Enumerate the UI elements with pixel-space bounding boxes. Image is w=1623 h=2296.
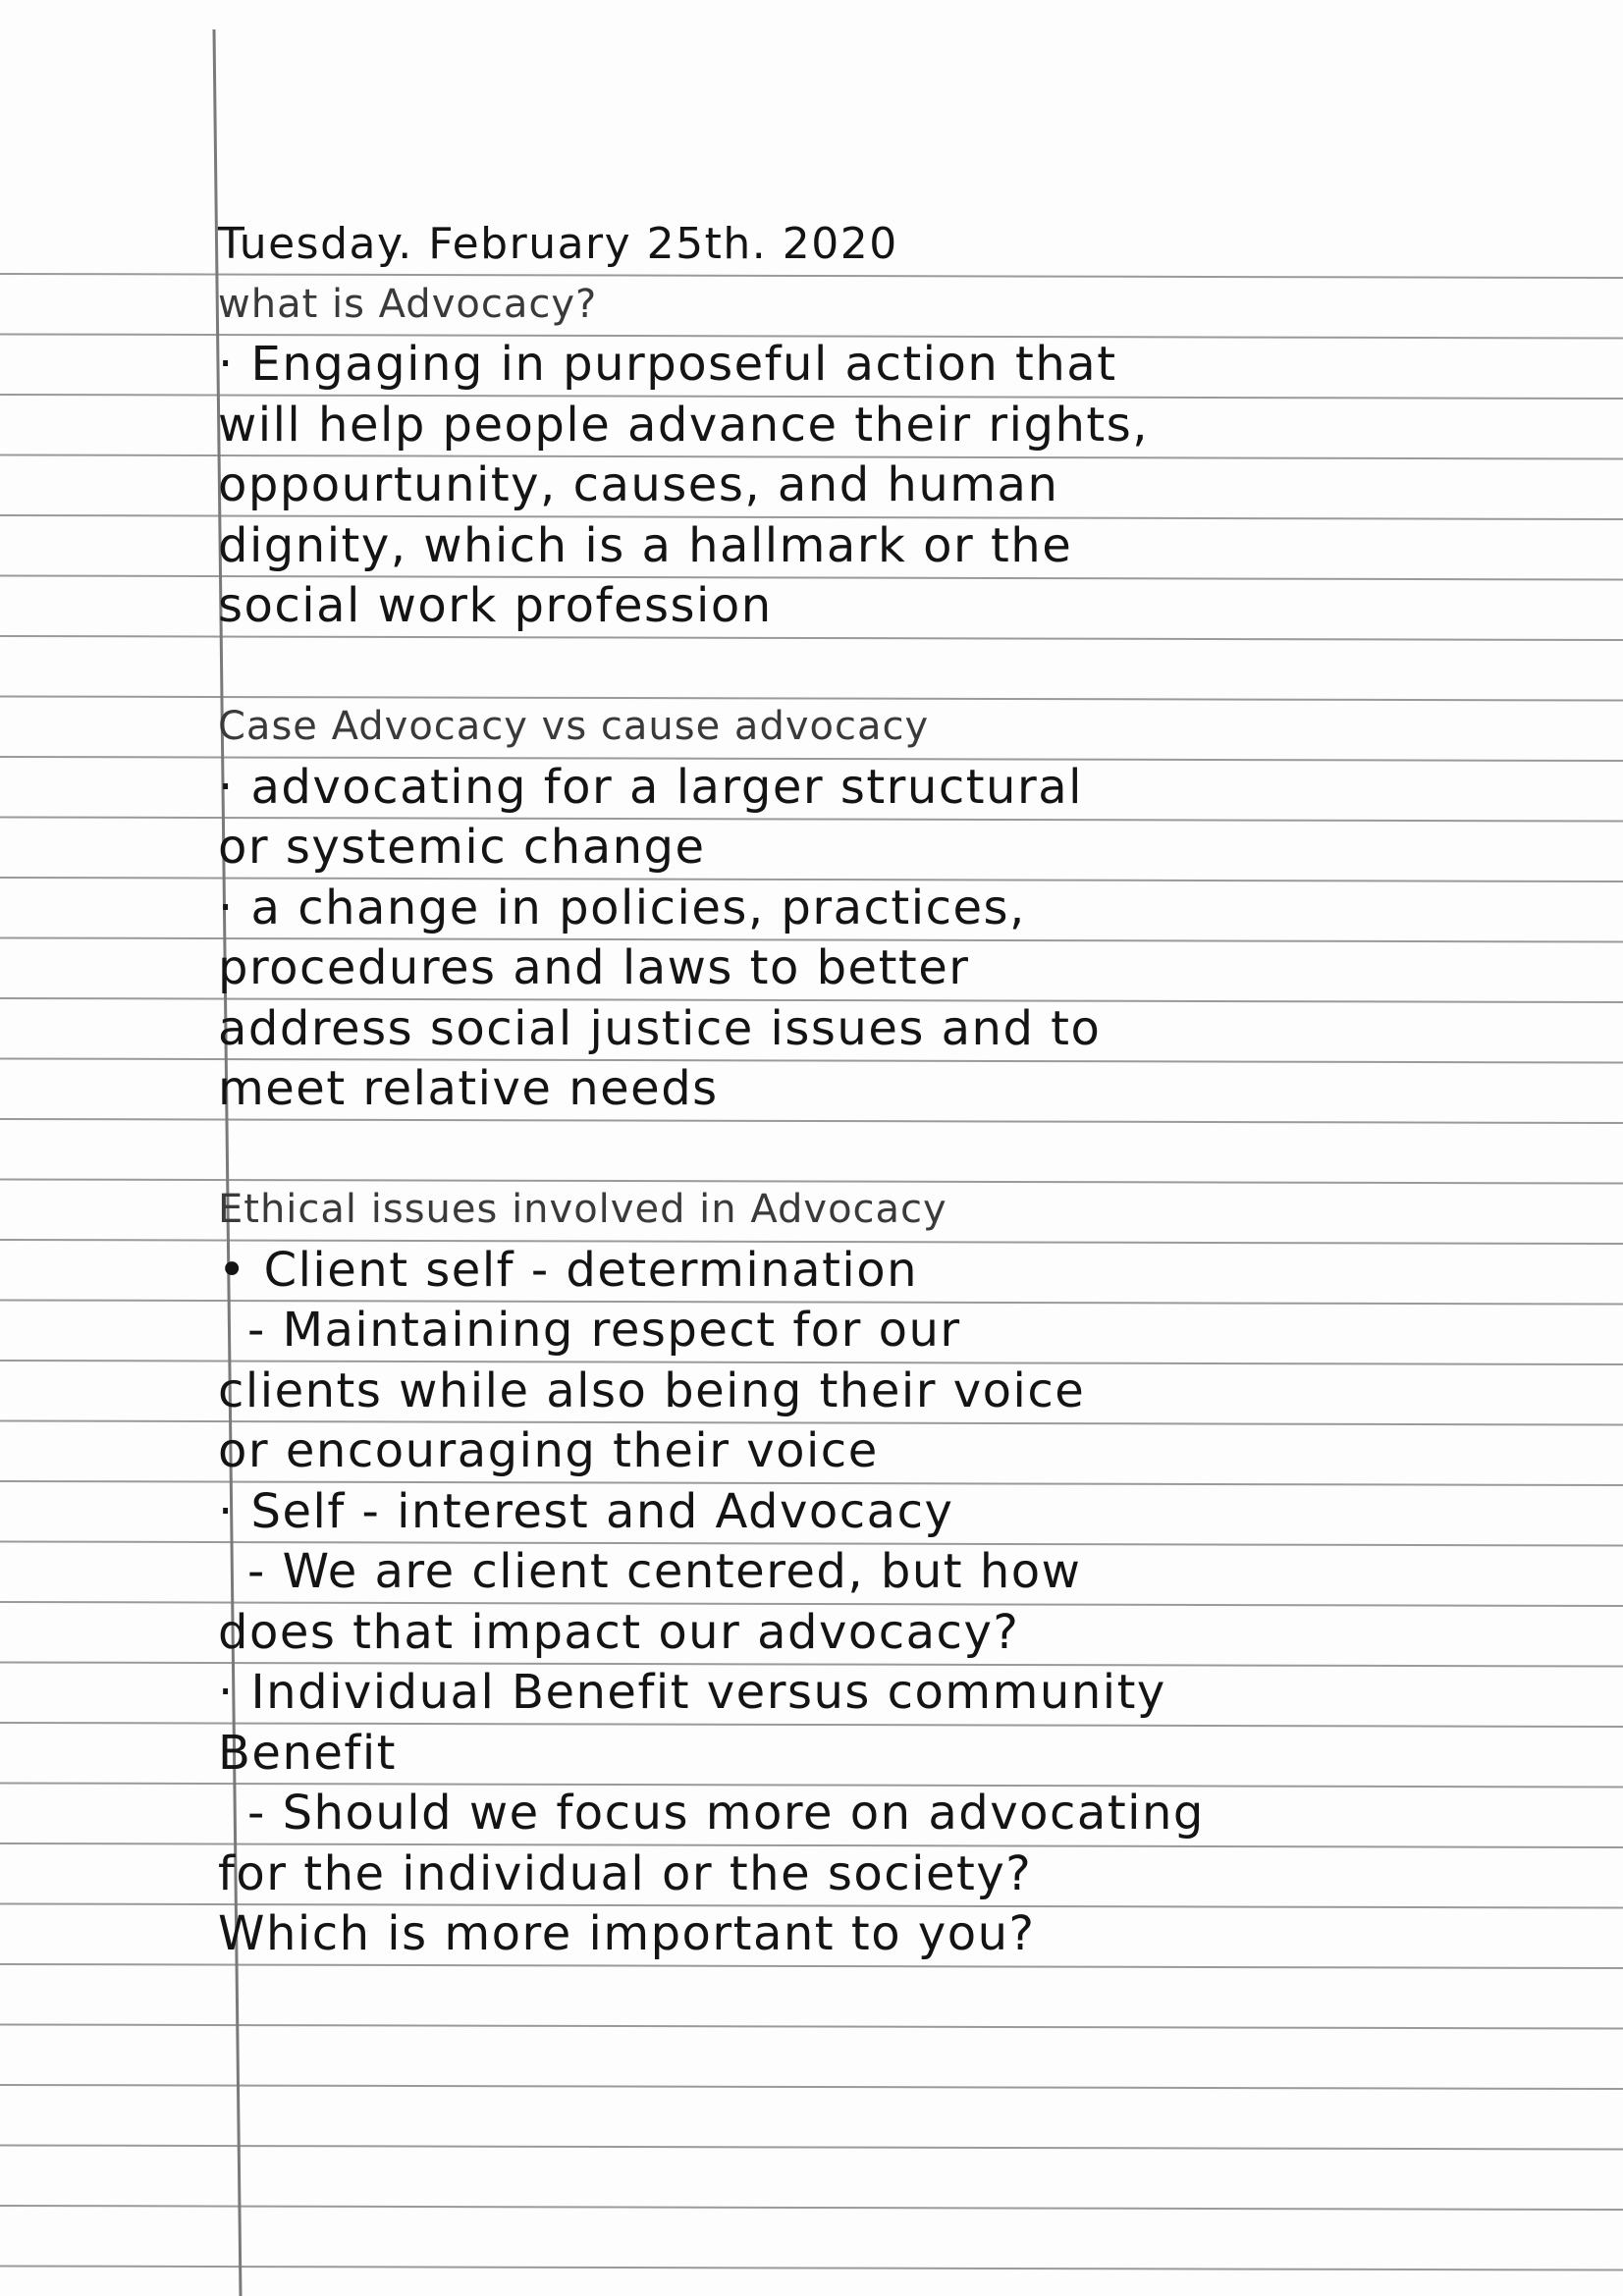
note-line: - We are client centered, but how [247, 1544, 1082, 1599]
section-heading-ethical-issues: Ethical issues involved in Advocacy [218, 1187, 947, 1232]
note-line: will help people advance their rights, [218, 397, 1149, 453]
blank-line [218, 637, 1573, 698]
note-line: Benefit [218, 1725, 397, 1781]
note-line: clients while also being their voice [218, 1362, 1086, 1418]
note-line: social work profession [218, 578, 773, 633]
note-line: meet relative needs [218, 1061, 719, 1116]
note-line: • Client self - determination [218, 1242, 919, 1298]
handwritten-notes [218, 214, 1573, 1965]
section-heading-what-is-advocacy: what is Advocacy? [218, 281, 598, 327]
note-line: or systemic change [218, 820, 706, 875]
note-line: dignity, which is a hallmark or the [218, 517, 1073, 573]
date-heading: Tuesday. February 25th. 2020 [218, 219, 898, 269]
rule-line [0, 2085, 1623, 2089]
note-line: · advocating for a larger structural [218, 759, 1083, 815]
note-line: procedures and laws to better [218, 940, 970, 995]
section-heading-case-vs-cause: Case Advocacy vs cause advocacy [218, 704, 930, 749]
note-line: · Individual Benefit versus community [218, 1665, 1166, 1720]
note-line: Which is more important to you? [218, 1906, 1036, 1961]
blank-line [218, 1120, 1573, 1181]
note-line: - Should we focus more on advocating [247, 1786, 1205, 1841]
rule-line [0, 1964, 1623, 1968]
note-line: oppourtunity, causes, and human [218, 457, 1059, 512]
note-line: address social justice issues and to [218, 1000, 1102, 1056]
note-line: · Self - interest and Advocacy [218, 1483, 954, 1539]
note-line: - Maintaining respect for our [247, 1303, 961, 1358]
note-line: · Engaging in purposeful action that [218, 337, 1117, 392]
note-line: for the individual or the society? [218, 1845, 1033, 1901]
rule-line [0, 2025, 1623, 2029]
note-line: does that impact our advocacy? [218, 1604, 1020, 1660]
rule-line [0, 2146, 1623, 2150]
rule-line [0, 2267, 1623, 2270]
rule-line [0, 2206, 1623, 2210]
note-line: or encouraging their voice [218, 1423, 879, 1478]
note-line: · a change in policies, practices, [218, 880, 1026, 935]
